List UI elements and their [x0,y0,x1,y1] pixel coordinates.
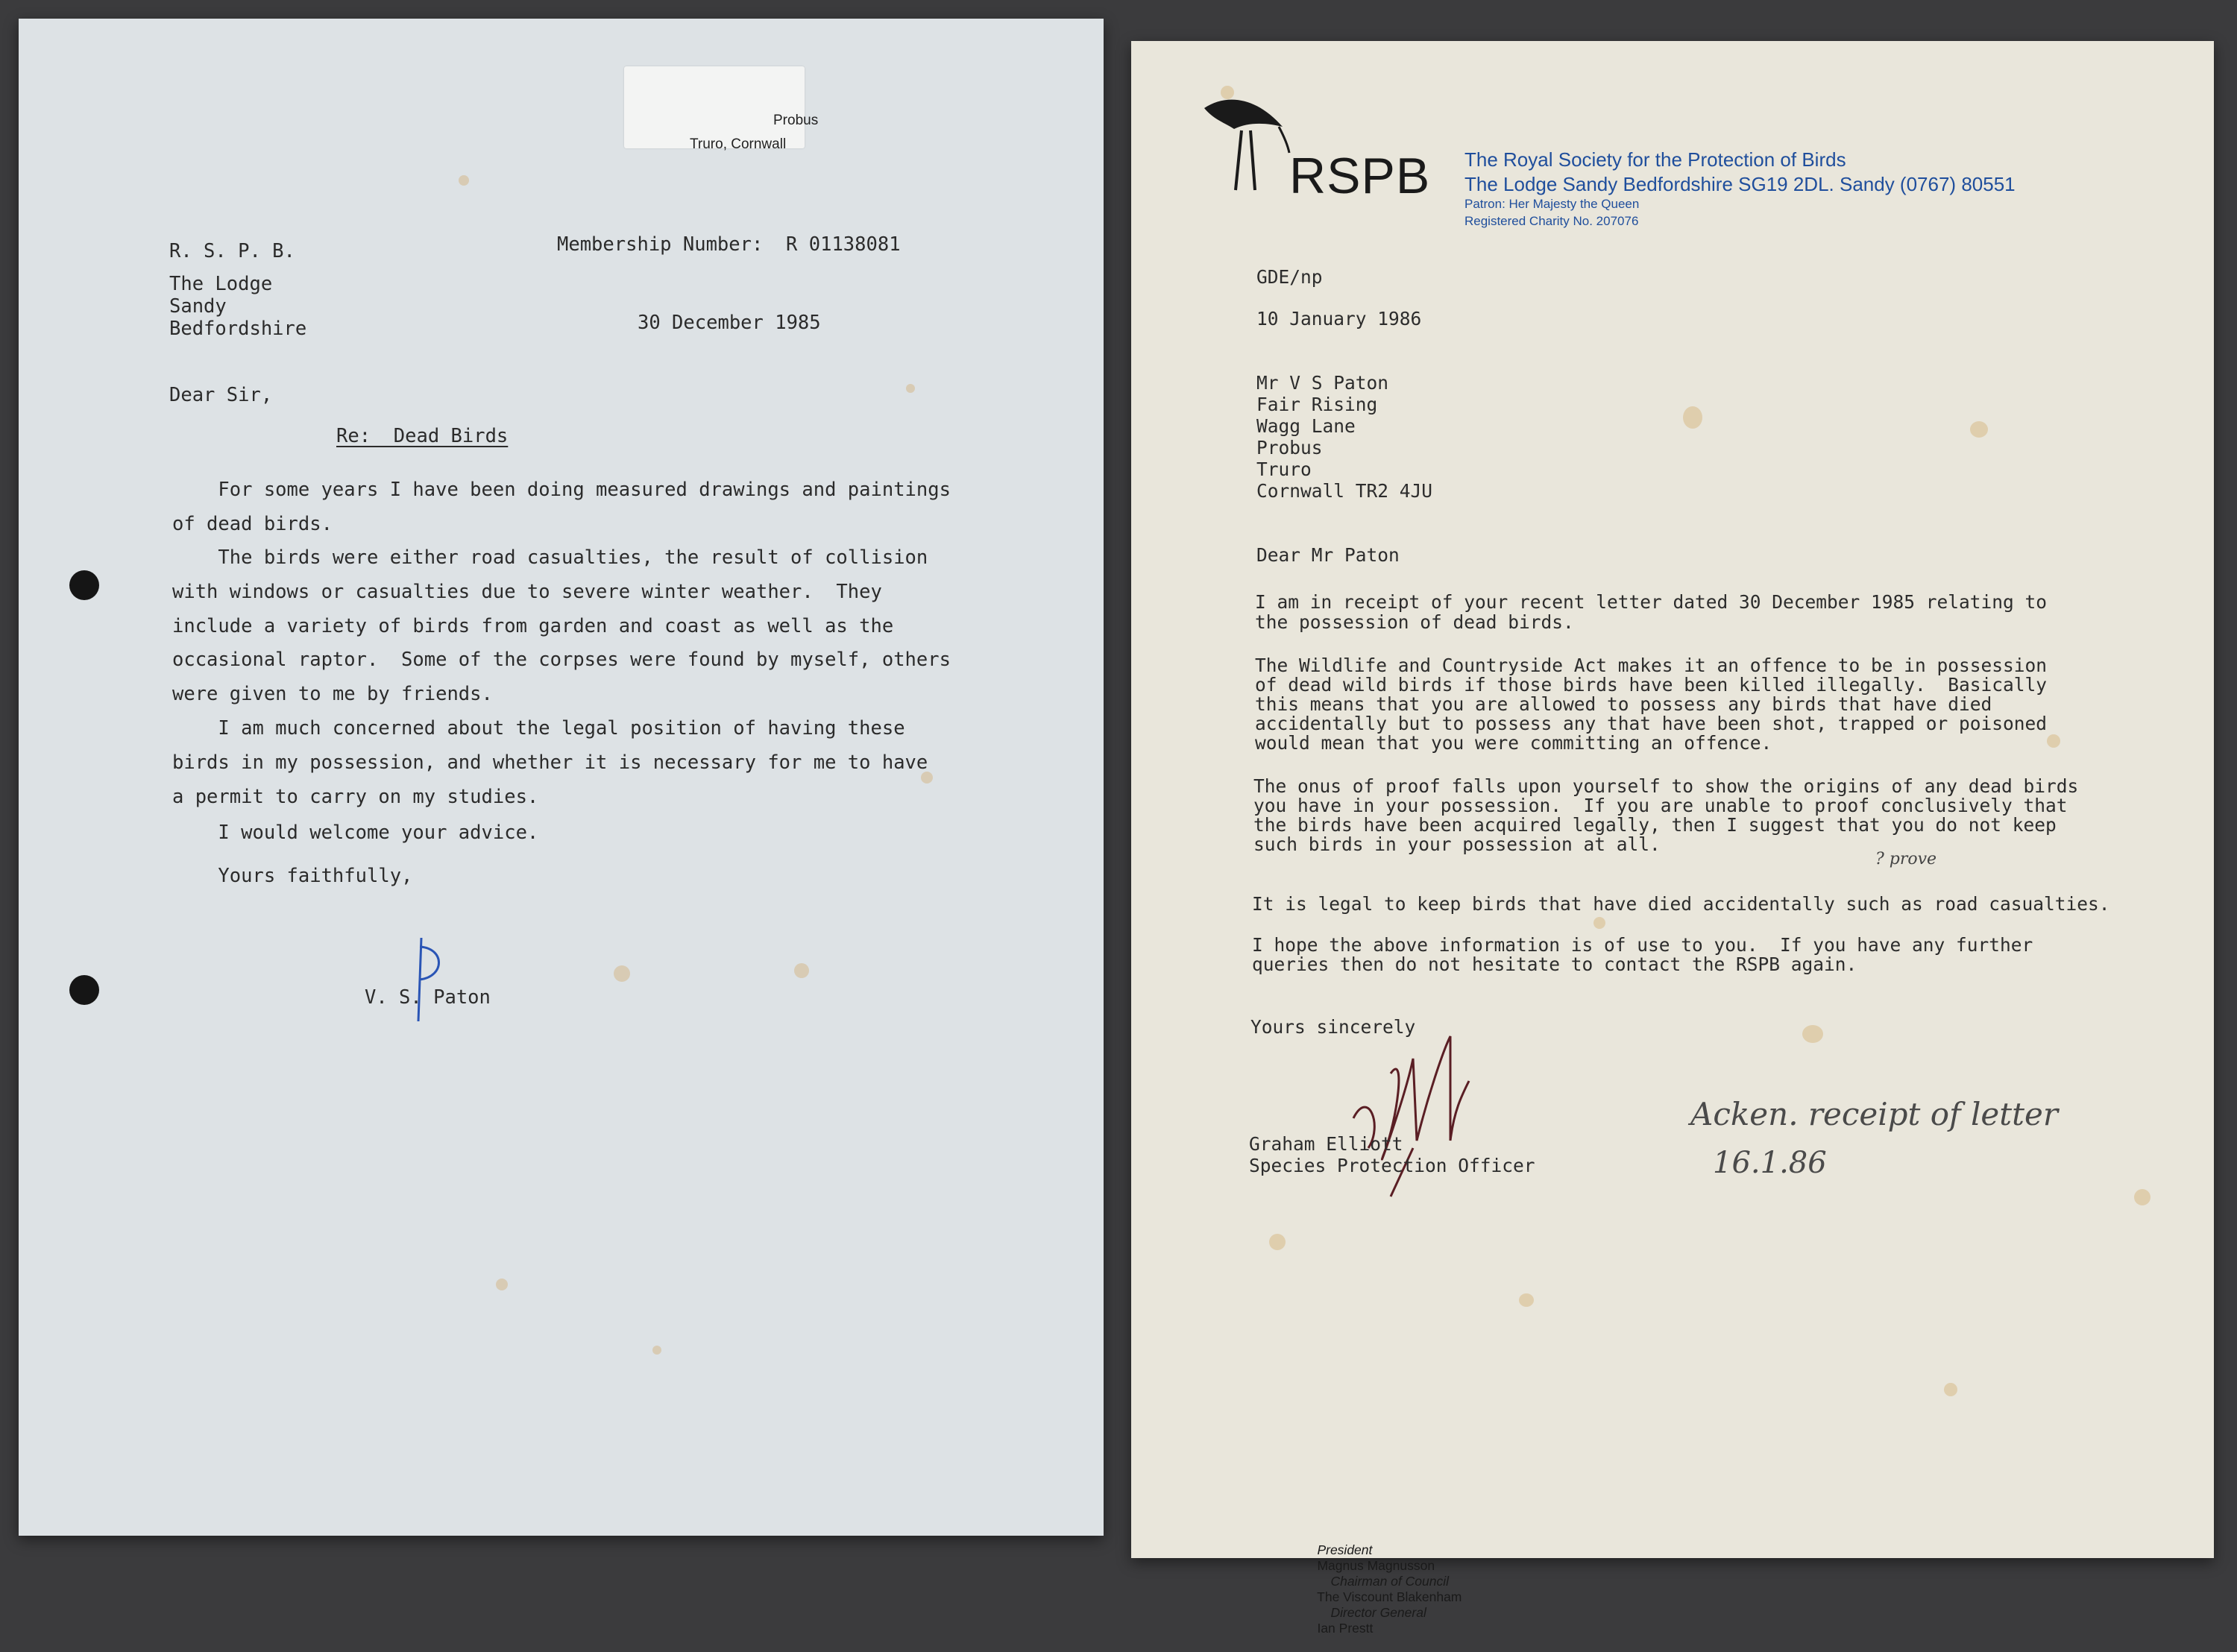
org-name: The Royal Society for the Protection of Birds [1464,148,1846,171]
para1-line2: the possession of dead birds. [1255,611,1574,633]
address-line-1: Mr V S Paton [1256,372,1389,394]
margin-note: ? prove [1875,850,1937,868]
signature-name: V. S. Paton [365,986,491,1009]
para3-line3: the birds have been acquired legally, then I suggest that you do not keep [1253,814,2057,836]
para2-line3: this means that you are allowed to possess any birds that have died [1255,693,1992,715]
reply-salutation: Dear Mr Paton [1256,544,1400,566]
body-line-9: birds in my possession, and whether it is necessary for me to have [172,751,928,774]
annotation-line-2: 16.1.86 [1713,1146,1827,1180]
body-line-3: The birds were either road casualties, the result of collision [172,546,928,569]
para2-line4: accidentally but to possess any that have been shot, trapped or poisoned [1255,713,2048,734]
recipient-line-3: Sandy [169,295,227,318]
letter-date: 30 December 1985 [638,312,821,334]
director-label: Director General [1330,1605,1426,1620]
address-line-3: Wagg Lane [1256,415,1356,437]
body-line-4: with windows or casualties due to severe winter weather. They [172,581,882,603]
avocet-logo-icon [1197,93,1294,198]
reference: GDE/np [1256,266,1323,288]
label-line-2: Truro, Cornwall [690,136,787,152]
rspb-logo-text: RSPB [1289,148,1431,204]
body-line-7: were given to me by friends. [172,683,493,705]
para2-line2: of dead wild birds if those birds have been killed illegally. Basically [1255,674,2048,696]
address-label [624,66,819,152]
punch-hole-top [69,570,99,600]
body-line-12: Yours faithfully, [172,865,413,887]
membership-number: Membership Number: R 01138081 [557,233,901,256]
subject-line: Re: Dead Birds [336,425,509,447]
reply-letter-rspb [1131,41,2214,1636]
body-line-11: I would welcome your advice. [172,822,539,844]
director-name: Ian Prestt [1317,1621,1374,1636]
signer-name: Graham Elliott [1249,1133,1403,1155]
para3-line1: The onus of proof falls upon yourself to show the origins of any dead birds [1253,775,2079,797]
label-line-1: Probus [773,113,819,128]
initial-signature [406,932,451,1029]
body-line-6: occasional raptor. Some of the corpses were found by myself, others [172,649,951,671]
address-line-6: Cornwall TR2 4JU [1256,480,1433,502]
salutation: Dear Sir, [169,384,273,406]
chairman-name: The Viscount Blakenham [1317,1589,1462,1604]
para3-line4: such birds in your possession at all. [1253,833,1661,855]
address-line-2: Fair Rising [1256,394,1378,415]
body-line-2: of dead birds. [172,513,333,535]
body-line-10: a permit to carry on my studies. [172,786,539,808]
annotation-line-1: Acken. receipt of letter [1690,1096,2058,1132]
para5-line2: queries then do not hesitate to contact the RSPB again. [1252,953,1857,975]
patron-line: Patron: Her Majesty the Queen [1464,197,1640,211]
charity-line: Registered Charity No. 207076 [1464,214,1639,228]
para5-line1: I hope the above information is of use to you. If you have any further [1252,934,2033,956]
recipient-line-2: The Lodge [169,273,273,295]
body-line-8: I am much concerned about the legal position of having these [172,717,905,740]
body-line-1: For some years I have been doing measured drawings and paintings [172,479,951,501]
org-address: The Lodge Sandy Bedfordshire SG19 2DL. Sandy (0767) 80551 [1464,173,2016,195]
address-line-5: Truro [1256,458,1312,480]
address-line-4: Probus [1256,437,1323,458]
punch-hole-bottom [69,975,99,1005]
recipient-line-4: Bedfordshire [169,318,307,340]
para1-line1: I am in receipt of your recent letter dated 30 December 1985 relating to [1255,591,2048,613]
para4-line1: It is legal to keep birds that have died accidentally such as road casualties. [1252,893,2110,915]
letter-from-paton [19,19,1104,1536]
signer-title: Species Protection Officer [1249,1155,1535,1176]
president-label: President [1317,1542,1373,1557]
para3-line2: you have in your possession. If you are unable to proof conclusively that [1253,795,2068,816]
para2-line5: would mean that you were committing an offence. [1255,732,1772,754]
recipient-line-1: R. S. P. B. [169,240,295,262]
para2-line1: The Wildlife and Countryside Act makes it an offence to be in possession [1255,655,2048,676]
president-name: Magnus Magnusson [1317,1558,1435,1573]
closing: Yours sincerely [1250,1016,1416,1038]
reply-date: 10 January 1986 [1256,308,1422,330]
body-line-5: include a variety of birds from garden and coast as well as the [172,615,894,637]
chairman-label: Chairman of Council [1330,1574,1449,1589]
letterhead-footer [1303,1527,1462,1652]
